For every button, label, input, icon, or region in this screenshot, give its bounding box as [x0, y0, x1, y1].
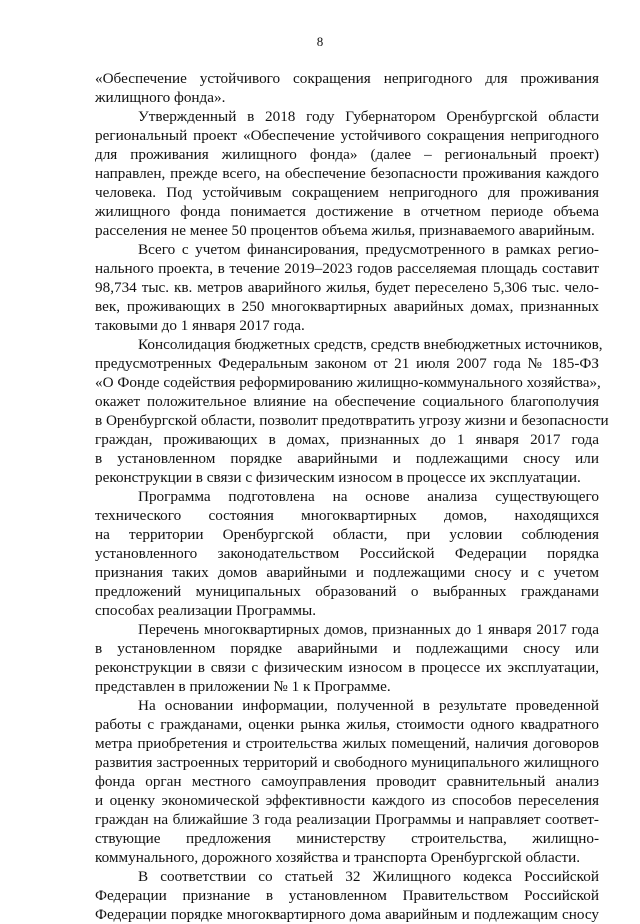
- text-line: направлен, прежде всего, на обеспечение безопасности проживания каждого: [95, 165, 599, 182]
- text-line: установленного законодательством Российской Федерации порядка: [95, 545, 599, 562]
- text-line: ствующие предложения министерству строительства, жилищно-: [95, 830, 599, 847]
- text-line: расселения не менее 50 процентов объема жилья, признаваемого аварийным.: [95, 222, 595, 239]
- text-line: Перечень многоквартирных домов, признанных до 1 января 2017 года: [138, 621, 599, 638]
- text-line: работы с гражданами, оценки рынка жилья, стоимости одного квадратного: [95, 716, 599, 733]
- text-line: фонда орган местного самоуправления проводит сравнительный анализ: [95, 773, 599, 790]
- text-line: и оценку экономической эффективности каждого из способов переселения: [95, 792, 599, 809]
- text-line: нального проекта, в течение 2019–2023 годов расселяемая площадь составит: [95, 260, 599, 277]
- text-line: В соответствии со статьей 32 Жилищного кодекса Российской: [138, 868, 599, 885]
- text-line: развития застроенных территорий и свободного муниципального жилищного: [95, 754, 599, 771]
- text-line: коммунального, дорожного хозяйства и транспорта Оренбургской области.: [95, 849, 581, 866]
- text-line: жилищного фонда».: [95, 89, 226, 106]
- text-line: предложений муниципальных образований о выбранных гражданами: [95, 583, 599, 600]
- text-line: 98,734 тыс. кв. метров аварийного жилья, будет переселено 5,306 тыс. чело-: [95, 279, 599, 296]
- text-line: Федерации порядке многоквартирного дома аварийным и подлежащим сносу: [95, 906, 599, 923]
- page-number: 8: [316, 34, 324, 49]
- text-line: признания таких домов аварийными и подлежащими сносу и с учетом: [95, 564, 599, 581]
- text-line: в установленном порядке аварийными и подлежащими сносу или: [95, 450, 599, 467]
- text-line: реконструкции в связи с физическим износом в процессе их эксплуатации,: [95, 659, 599, 676]
- text-line: в Оренбургской области, позволит предотвратить угрозу жизни и безопасности: [95, 412, 609, 429]
- text-line: На основании информации, полученной в результате проведенной: [138, 697, 599, 714]
- text-line: технического состояния многоквартирных домов, находящихся: [95, 507, 599, 524]
- body-text: [95, 69, 609, 924]
- text-line: для проживания жилищного фонда» (далее – региональный проект): [95, 146, 599, 163]
- text-line: Всего с учетом финансирования, предусмотренного в рамках регио-: [138, 241, 599, 258]
- text-line: окажет положительное влияние на обеспечение социального благополучия: [95, 393, 599, 410]
- text-line: жилищного фонда понимается достижение в отчетном периоде объема: [95, 203, 599, 220]
- text-line: реконструкции в связи с физическим износом в процессе их эксплуатации.: [95, 469, 581, 486]
- text-line: граждан на ближайшие 3 года реализации Программы и направляет соответ-: [95, 811, 599, 828]
- text-line: в установленном порядке аварийными и подлежащими сносу или: [95, 640, 599, 657]
- text-line: Программа подготовлена на основе анализа существующего: [138, 488, 599, 505]
- text-line: человека. Под устойчивым сокращением непригодного для проживания: [95, 184, 599, 201]
- text-line: Консолидация бюджетных средств, средств внебюджетных источников,: [138, 336, 603, 353]
- text-line: способах реализации Программы.: [95, 602, 316, 619]
- text-line: граждан, проживающих в домах, признанных до 1 января 2017 года: [95, 431, 599, 448]
- text-line: «О Фонде содействия реформированию жилищно-коммунального хозяйства»,: [95, 374, 601, 391]
- text-line: представлен в приложении № 1 к Программе.: [95, 678, 391, 695]
- text-line: предусмотренных Федеральным законом от 21 июля 2007 года № 185-ФЗ: [95, 355, 599, 372]
- text-line: век, проживающих в 250 многоквартирных аварийных домах, признанных: [95, 298, 599, 315]
- text-line: региональный проект «Обеспечение устойчивого сокращения непригодного: [95, 127, 599, 144]
- text-line: «Обеспечение устойчивого сокращения непригодного для проживания: [95, 70, 599, 87]
- text-line: Федерации признание в установленном Правительством Российской: [95, 887, 599, 904]
- text-line: на территории Оренбургской области, при условии соблюдения: [95, 526, 599, 543]
- text-line: таковыми до 1 января 2017 года.: [95, 317, 305, 334]
- text-line: Утвержденный в 2018 году Губернатором Оренбургской области: [138, 108, 599, 125]
- text-line: метра приобретения и строительства жилых помещений, наличия договоров: [95, 735, 599, 752]
